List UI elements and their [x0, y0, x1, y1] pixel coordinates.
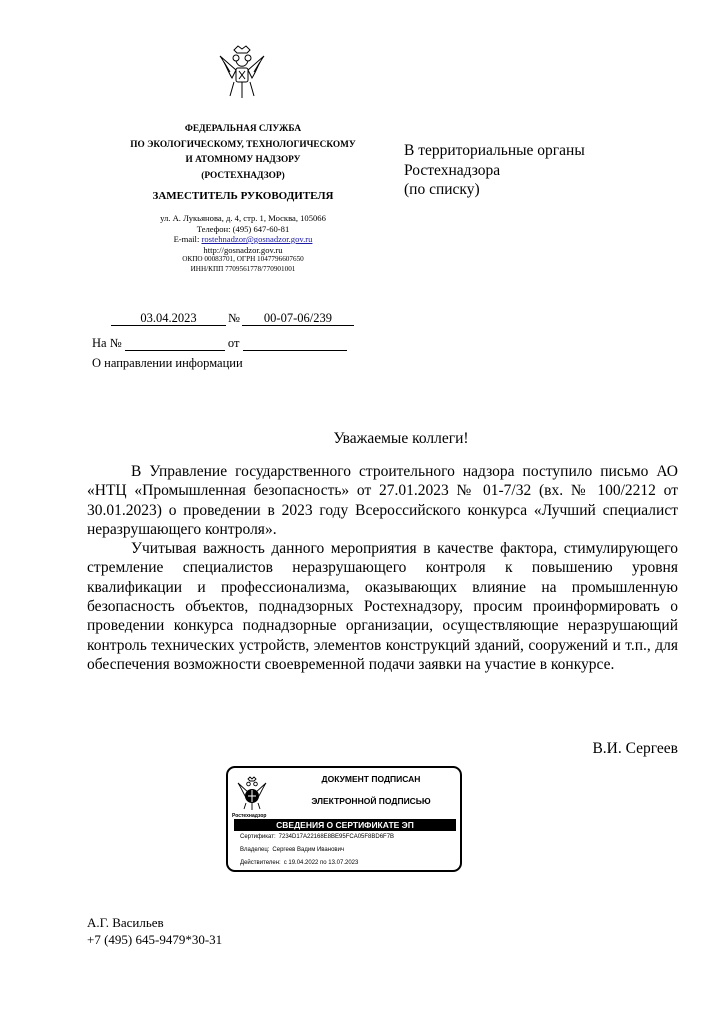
email-link[interactable]: rostehnadzor@gosnadzor.gov.ru [201, 234, 313, 244]
executor-name: А.Г. Васильев [87, 915, 164, 930]
reference-date-blank [243, 338, 347, 351]
registration-line [111, 311, 354, 326]
reference-number-blank [125, 338, 225, 351]
certificate-row [240, 834, 394, 840]
addressee-line: (по списку) [404, 181, 480, 198]
sender-post: ЗАМЕСТИТЕЛЬ РУКОВОДИТЕЛЯ [152, 190, 334, 202]
document-date: 03.04.2023 [111, 311, 226, 326]
paragraph: В Управление государственного строительного надзора поступило письмо АО «НТЦ «Промышленная безопасность» от 27.01.2023 № 01-7/32 (вх. № 100/2212 от 30.01.2023) о проведении в 2023 году Всероссийского конкурса «Лучший специалист неразрушающего контроля». [87, 463, 678, 538]
signer-name: В.И. Сергеев [592, 740, 678, 757]
reference-prefix: На № [92, 336, 122, 350]
website: http://gosnadzor.gov.ru [203, 244, 283, 255]
document-number: 00-07-06/239 [242, 311, 354, 326]
owner-value: Сергеев Вадим Иванович [272, 847, 345, 853]
owner-row [240, 847, 344, 853]
rostekhnadzor-logo-icon [236, 775, 268, 811]
certificate-label: Сертификат: [240, 834, 276, 840]
validity-label: Действителен: [240, 860, 281, 866]
phone: Телефон: (495) 647-60-81 [196, 223, 290, 234]
inn-kpp: ИНН/КПП 7709561778/770901001 [190, 264, 296, 273]
addressee-line: Ростехнадзора [404, 161, 501, 179]
e-signature-stamp [226, 766, 462, 872]
greeting: Уважаемые коллеги! [333, 430, 469, 447]
stamp-title-line2: ЭЛЕКТРОННОЙ ПОДПИСЬЮ [311, 796, 431, 806]
letter-subject: О направлении информации [92, 356, 243, 370]
certificate-value: 7234D17A22168E8BE95FCA05F8BD6F7B [278, 834, 395, 840]
owner-label: Владелец: [240, 847, 270, 853]
addressee [404, 141, 585, 200]
addressee-line: В территориальные органы [404, 142, 585, 159]
paragraph: Учитывая важность данного мероприятия в качестве фактора, стимулирующего стремление специалистов неразрушающего контроля к повышению уровня квалификации и профессионализма, оказывающих влияние на промышленную безопасность объектов, поднадзорных Ростехнадзору, просим проинформировать о проведении конкурса поднадзорные организации, осуществляющие неразрушающий контроль технических устройств, элементов конструкций зданий, сооружений и т.п., для обеспечения возможности своевременной подачи заявки на участие в конкурсе. [87, 540, 678, 673]
org-line: ПО ЭКОЛОГИЧЕСКОМУ, ТЕХНОЛОГИЧЕСКОМУ [130, 139, 356, 150]
stamp-certificate-header: СВЕДЕНИЯ О СЕРТИФИКАТЕ ЭП [234, 819, 456, 831]
validity-row [240, 860, 358, 866]
number-sign: № [228, 311, 240, 325]
address: ул. А. Лукьянова, д. 4, стр. 1, Москва, 105066 [160, 213, 326, 223]
reference-from: от [227, 336, 240, 350]
org-line: (РОСТЕХНАДЗОР) [201, 170, 285, 181]
reference-line [92, 336, 347, 351]
stamp-title-line1: ДОКУМЕНТ ПОДПИСАН [321, 774, 421, 784]
okpo-ogrn: ОКПО 00083701, ОГРН 1047796607650 [182, 255, 304, 263]
email-line [112, 234, 374, 245]
executor-phone: +7 (495) 645-9479*30-31 [87, 932, 223, 947]
stamp-logo-text: Ростехнадзор [232, 813, 267, 819]
coat-of-arms-icon [216, 42, 268, 102]
contact-block [112, 213, 374, 274]
email-label: E-mail: [173, 234, 202, 244]
validity-value: с 19.04.2022 по 13.07.2023 [283, 860, 359, 866]
executor [87, 914, 222, 948]
organization-name [112, 122, 374, 184]
org-line: И АТОМНОМУ НАДЗОРУ [185, 155, 301, 165]
org-line: ФЕДЕРАЛЬНАЯ СЛУЖБА [184, 124, 302, 134]
letter-body [87, 462, 678, 674]
